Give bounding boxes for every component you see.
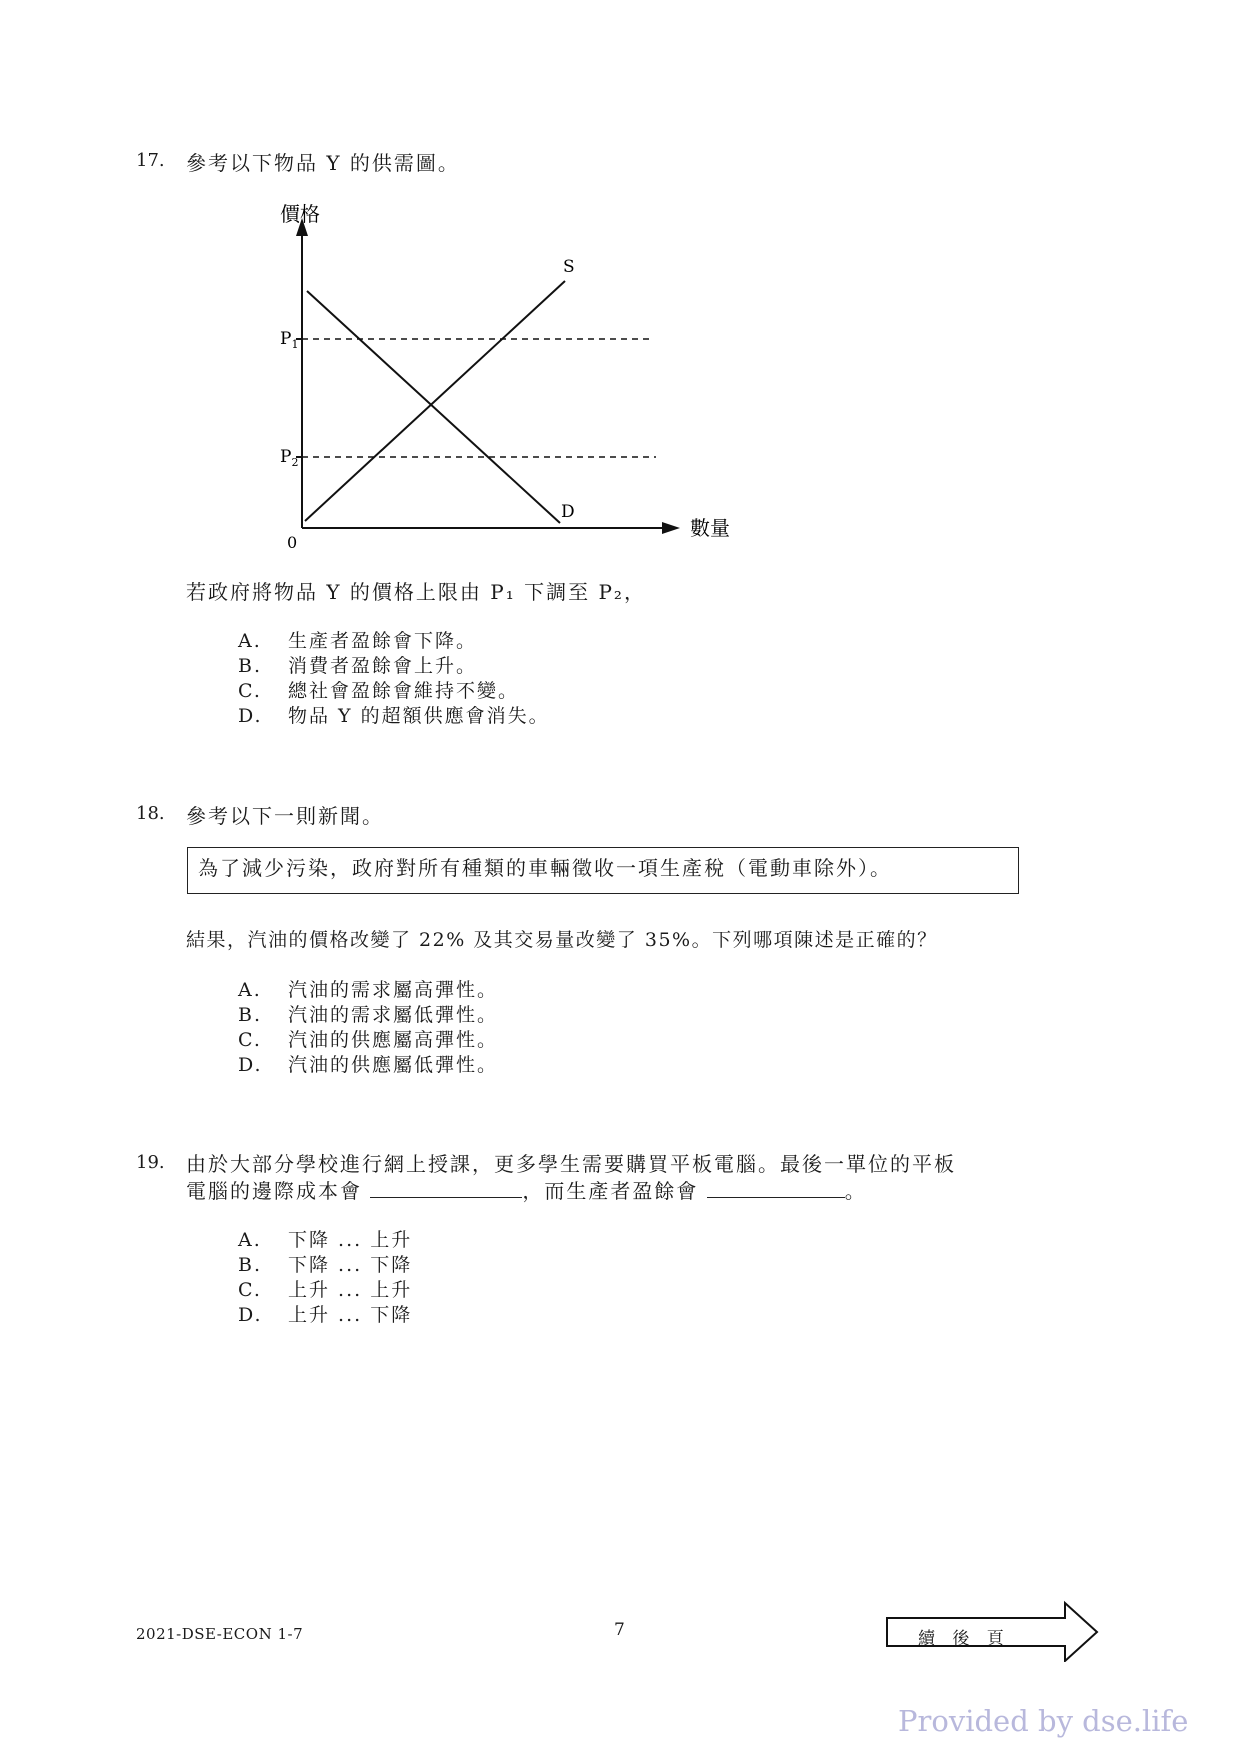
q17-stem: 若政府將物品 Y 的價格上限由 P₁ 下調至 P₂， xyxy=(186,580,646,604)
q19-line2-end: 。 xyxy=(844,1179,867,1203)
q19-option-d: D. 上升 ... 下降 xyxy=(238,1304,413,1326)
q19-option-a: A. 下降 ... 上升 xyxy=(238,1229,413,1251)
q19-line2-part-a: 電腦的邊際成本會 xyxy=(186,1179,362,1203)
q17-option-c: C. 總社會盈餘會維持不變。 xyxy=(238,680,520,702)
q17-number: 17. xyxy=(136,150,165,171)
q18-option-c: C. 汽油的供應屬高彈性。 xyxy=(238,1029,499,1051)
footer-page-number: 7 xyxy=(614,1620,625,1640)
q17-prompt: 參考以下物品 Y 的供需圖。 xyxy=(186,151,460,175)
next-page-label: 續 後 頁 xyxy=(918,1629,1010,1649)
x-axis-arrow xyxy=(662,522,680,534)
q19-option-b: B. 下降 ... 下降 xyxy=(238,1254,413,1276)
q19-number: 19. xyxy=(136,1152,165,1173)
q18-number: 18. xyxy=(136,803,165,824)
q19-line2-part-b: ，而生產者盈餘會 xyxy=(522,1179,699,1203)
q19-line2 xyxy=(186,1175,867,1204)
q19-line1: 由於大部分學校進行網上授課，更多學生需要購買平板電腦。最後一單位的平板 xyxy=(186,1152,956,1176)
q18-stem: 結果，汽油的價格改變了 22% 及其交易量改變了 35%。下列哪項陳述是正確的？ xyxy=(186,929,938,951)
demand-curve xyxy=(307,291,560,523)
q17-option-a: A. 生產者盈餘會下降。 xyxy=(238,630,478,652)
p2-label: $P_2$ xyxy=(280,447,299,469)
q18-option-a: A. 汽油的需求屬高彈性。 xyxy=(238,979,499,1001)
q19-blank-2 xyxy=(707,1179,845,1198)
q19-blank-1 xyxy=(370,1179,522,1198)
q18-news-text: 為了減少污染，政府對所有種類的車輛徵收一項生產稅（電動車除外）。 xyxy=(198,856,892,880)
q18-option-b: B. 汽油的需求屬低彈性。 xyxy=(238,1004,499,1026)
q18-news-box xyxy=(187,847,1019,894)
q18-prompt: 參考以下一則新聞。 xyxy=(186,804,384,828)
provider-credit: Provided by dse.life xyxy=(898,1704,1189,1738)
origin-label: 0 xyxy=(287,533,298,552)
q19-option-c: C. 上升 ... 上升 xyxy=(238,1279,413,1301)
supply-curve xyxy=(305,281,565,521)
x-axis-label: 數量 xyxy=(690,516,730,540)
q17-option-d: D. 物品 Y 的超額供應會消失。 xyxy=(238,705,550,727)
q17-supply-demand-diagram xyxy=(0,0,1241,600)
q18-option-d: D. 汽油的供應屬低彈性。 xyxy=(238,1054,499,1076)
supply-label: S xyxy=(563,257,575,277)
demand-label: D xyxy=(561,502,575,522)
y-axis-label: 價格 xyxy=(280,202,320,226)
footer-exam-code: 2021-DSE-ECON 1-7 xyxy=(136,1625,304,1643)
q17-option-b: B. 消費者盈餘會上升。 xyxy=(238,655,478,677)
p1-label: $P_1$ xyxy=(280,329,299,351)
